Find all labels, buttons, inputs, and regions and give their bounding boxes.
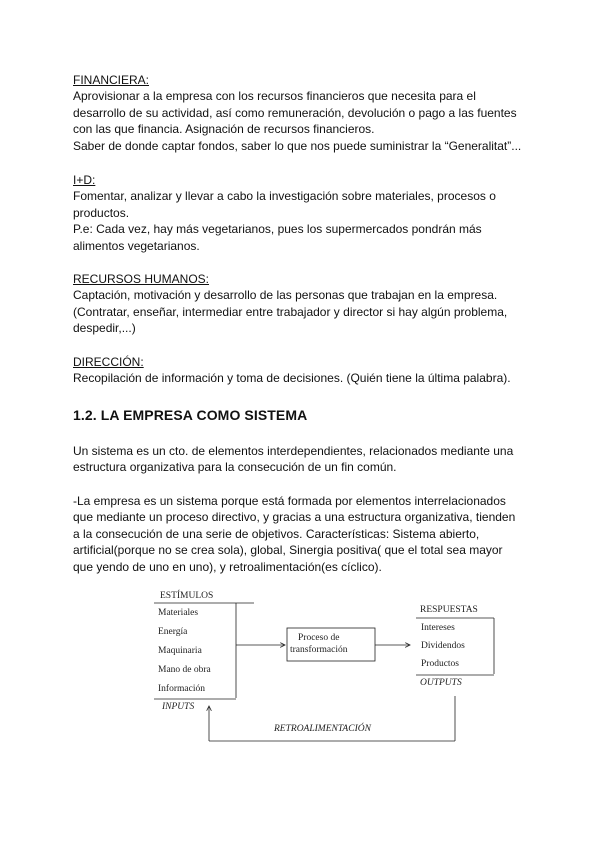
text-line: despedir,...) xyxy=(73,321,136,336)
section-heading: 1.2. LA EMPRESA COMO SISTEMA xyxy=(73,407,308,423)
section-financiera xyxy=(73,72,533,154)
text-line: Captación, motivación y desarrollo de las personas que trabajan en la empresa. xyxy=(73,288,498,303)
stimuli-title: ESTÍMULOS xyxy=(160,591,214,601)
process-line-1: Proceso de xyxy=(298,633,340,643)
outputs-label: OUTPUTS xyxy=(420,678,462,688)
feedback-label: RETROALIMENTACIÓN xyxy=(274,724,371,734)
text-line: desarrollo de su actividad, así como remuneración, devolución o pago a las fuentes xyxy=(73,105,517,120)
stimulus-item: Maquinaria xyxy=(158,646,202,656)
text-line: que yendo de uno en uno), y retroalimentación(es cíclico). xyxy=(73,559,382,574)
text-line: que mediante un proceso directivo, y gracias a una estructura organizativa, tienden xyxy=(73,510,516,525)
text-line: (Contratar, enseñar, intermediar entre trabajador y director si hay algún problema, xyxy=(73,304,508,319)
system-diagram xyxy=(146,578,514,746)
text-line: Aprovisionar a la empresa con los recursos financieros que necesita para el xyxy=(73,89,476,104)
text-line: P.e: Cada vez, hay más vegetarianos, pues los supermercados pondrán más xyxy=(73,222,482,237)
section-recursos-humanos xyxy=(73,271,533,337)
text-line: estructura organizativa para la consecución de un fin común. xyxy=(73,460,397,475)
text-line: Saber de donde captar fondos, saber lo que nos puede suministrar la “Generalitat”... xyxy=(73,138,522,153)
stimulus-item: Mano de obra xyxy=(158,665,211,675)
section-title: DIRECCIÓN: xyxy=(73,355,144,369)
response-item: Intereses xyxy=(421,623,455,633)
response-item: Productos xyxy=(421,659,459,669)
text-line: -La empresa es un sistema porque está formada por elementos interrelacionados xyxy=(73,494,506,508)
text-line: artificial(porque no se crea sola), global, Sinergia positiva( que el total sea mayor xyxy=(73,543,503,558)
section-title: RECURSOS HUMANOS: xyxy=(73,272,210,286)
text-line: alimentos vegetarianos. xyxy=(73,238,200,253)
paragraph-empresa xyxy=(73,493,533,575)
text-line: con las que financia. Asignación de recursos financieros. xyxy=(73,122,375,137)
section-title: FINANCIERA: xyxy=(73,73,150,87)
text-line: Recopilación de información y toma de decisiones. (Quién tiene la última palabra). xyxy=(73,371,511,386)
stimulus-item: Energía xyxy=(158,627,188,637)
text-line: Fomentar, analizar y llevar a cabo la investigación sobre materiales, procesos o xyxy=(73,189,496,204)
stimulus-item: Materiales xyxy=(158,608,199,618)
process-line-2: transformación xyxy=(290,645,348,655)
section-direccion xyxy=(73,354,533,387)
responses-title: RESPUESTAS xyxy=(420,605,478,615)
section-title: I+D: xyxy=(73,173,96,187)
response-item: Dividendos xyxy=(421,641,465,651)
paragraph-sistema xyxy=(73,443,533,476)
inputs-label: INPUTS xyxy=(162,702,195,712)
text-line: productos. xyxy=(73,205,130,220)
text-line: a la consecución de una serie de objetivos. Características: Sistema abierto, xyxy=(73,526,480,541)
text-line: Un sistema es un cto. de elementos interdependientes, relacionados mediante una xyxy=(73,444,514,458)
section-id xyxy=(73,172,533,254)
stimulus-item: Información xyxy=(158,684,205,694)
